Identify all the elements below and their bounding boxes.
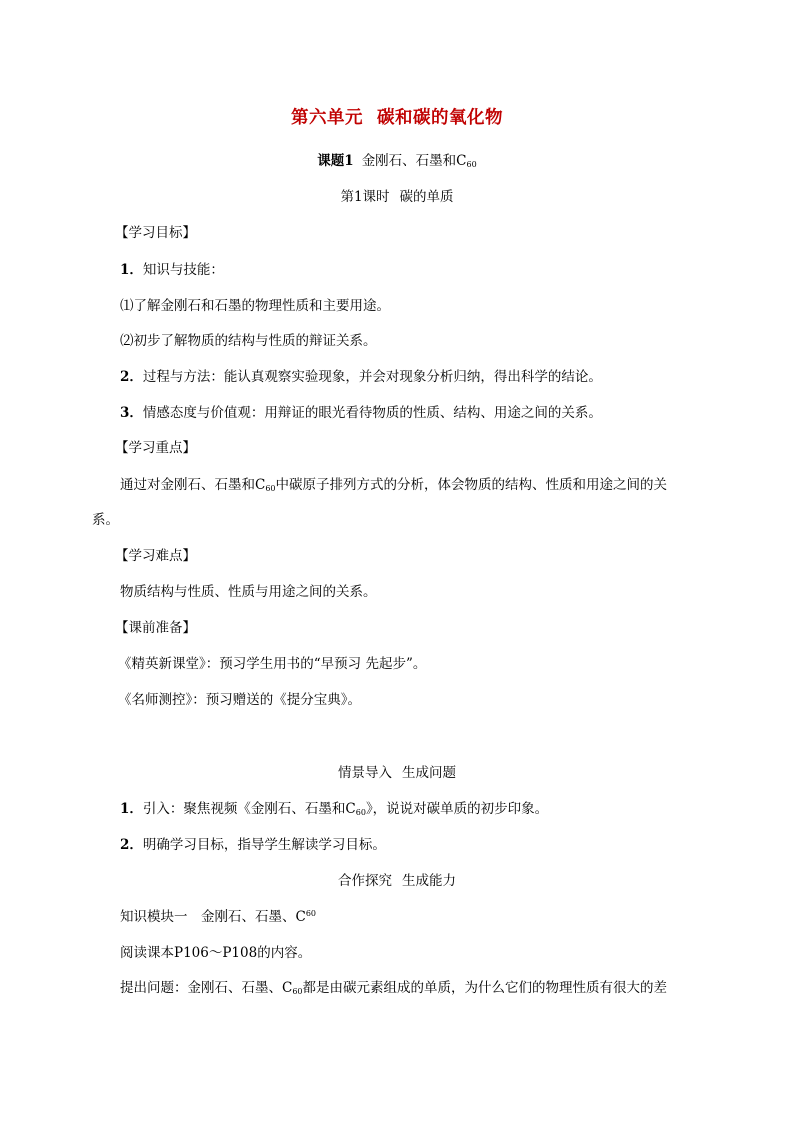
unit-title-topic: 碳和碳的氧化物 <box>377 108 503 128</box>
question-text <box>120 978 667 998</box>
intro-item-1 <box>120 799 548 819</box>
intro-item-2 <box>120 835 386 855</box>
intro-2-number: 2． <box>120 837 143 853</box>
question-text-a: 提出问题：金刚石、石墨、C <box>120 980 293 996</box>
intro-1-number: 1． <box>120 801 143 817</box>
topic-subtitle <box>0 151 794 171</box>
keypoints-text-cont: 系。 <box>92 512 119 528</box>
keypoints-text-a: 通过对金刚石、石墨和C <box>120 477 266 493</box>
objective-3-text: 情感态度与价值观：用辩证的眼光看待物质的性质、结构、用途之间的关系。 <box>142 405 602 421</box>
section-heading-explore <box>0 871 794 891</box>
objective-1 <box>120 260 224 280</box>
section-2-a: 合作探究 <box>338 873 392 889</box>
objective-2-number: 2． <box>120 369 143 385</box>
lesson-topic: 碳的单质 <box>399 189 454 205</box>
intro-1-subscript: 60 <box>355 808 366 817</box>
intro-2-text: 明确学习目标，指导学生解读学习目标。 <box>142 837 386 853</box>
topic-text: 金刚石、石墨和C <box>361 153 467 169</box>
module-text: 知识模块一 金刚石、石墨、C <box>120 909 306 925</box>
keypoints-heading: 【学习重点】 <box>115 440 196 456</box>
prep-heading: 【课前准备】 <box>115 620 196 636</box>
intro-1-text-b: 》，说说对碳单质的初步印象。 <box>365 801 549 817</box>
section-heading-intro <box>0 763 794 783</box>
topic-subscript: 60 <box>466 160 477 169</box>
keypoints-subscript: 60 <box>265 484 276 493</box>
objective-3 <box>120 403 602 423</box>
question-subscript: 60 <box>292 987 303 996</box>
difficulty-text: 物质结构与性质、性质与用途之间的关系。 <box>120 584 377 600</box>
objective-1-number: 1． <box>120 262 143 278</box>
lesson-title <box>0 187 794 207</box>
knowledge-module-1 <box>120 907 316 927</box>
keypoints-text-b: 中碳原子排列方式的分析，体会物质的结构、性质和用途之间的关 <box>275 477 668 493</box>
section-1-b: 生成问题 <box>402 765 456 781</box>
objective-1-item-2: ⑵初步了解物质的结构与性质的辩证关系。 <box>120 333 377 349</box>
reading-instruction: 阅读课本P106～P108的内容。 <box>120 945 312 961</box>
unit-title <box>0 106 794 130</box>
objective-2-text: 过程与方法：能认真观察实验现象，并会对现象分析归纳，得出科学的结论。 <box>142 369 602 385</box>
prep-item-1: 《精英新课堂》：预习学生用书的“早预习 先起步”。 <box>118 656 427 672</box>
prep-item-2: 《名师测控》：预习赠送的《提分宝典》。 <box>118 692 361 708</box>
difficulty-heading: 【学习难点】 <box>115 548 196 564</box>
section-2-b: 生成能力 <box>402 873 456 889</box>
objectives-heading: 【学习目标】 <box>115 225 196 241</box>
keypoints-text <box>120 475 667 495</box>
intro-1-text-a: 引入：聚焦视频《金刚石、石墨和C <box>142 801 356 817</box>
objective-1-text: 知识与技能： <box>142 262 224 278</box>
objective-1-item-1: ⑴了解金刚石和石墨的物理性质和主要用途。 <box>120 298 390 314</box>
unit-title-number: 第六单元 <box>291 108 363 128</box>
objective-2 <box>120 367 602 387</box>
question-text-b: 都是由碳元素组成的单质，为什么它们的物理性质有很大的差 <box>302 980 668 996</box>
section-1-a: 情景导入 <box>338 765 392 781</box>
module-superscript: 60 <box>305 909 317 918</box>
objective-3-number: 3． <box>120 405 143 421</box>
lesson-number: 第1课时 <box>340 189 390 205</box>
topic-label: 课题1 <box>317 153 354 169</box>
